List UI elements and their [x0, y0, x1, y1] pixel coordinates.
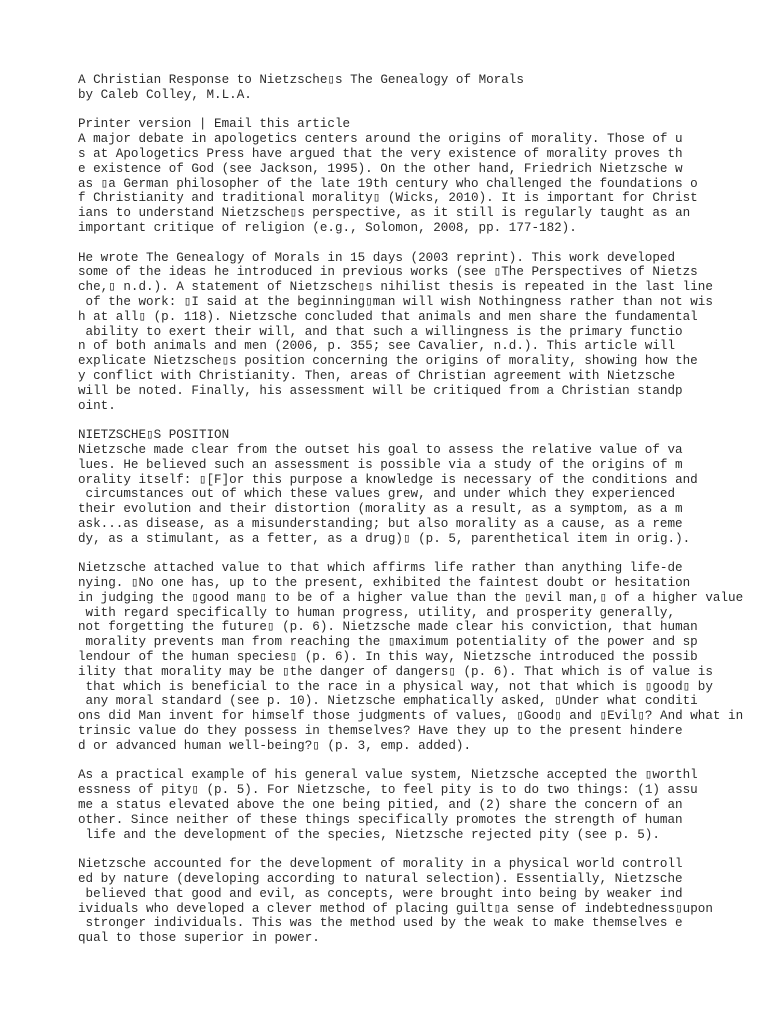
text-line: will be noted. Finally, his assessment will be critiqued from a Christian standp [78, 383, 683, 398]
spacer [78, 754, 758, 769]
text-line: f Christianity and traditional morality▯ (Wicks, 2010). It is important for Christ [78, 191, 698, 206]
text-line: not forgetting the future▯ (p. 6). Nietzsche made clear his conviction, that human [78, 620, 698, 635]
spacer [78, 842, 758, 857]
text-line: circumstances out of which these values grew, and under which they experienced [78, 487, 676, 502]
spacer [78, 103, 758, 118]
spacer [78, 547, 758, 562]
text-line: their evolution and their distortion (morality as a result, as a symptom, as a m [78, 502, 683, 517]
text-line: Nietzsche made clear from the outset his goal to assess the relative value of va [78, 442, 683, 457]
text-line: lues. He believed such an assessment is possible via a study of the origins of m [78, 457, 683, 472]
text-line: He wrote The Genealogy of Morals in 15 days (2003 reprint). This work developed [78, 250, 676, 265]
text-line: other. Since neither of these things specifically promotes the strength of human [78, 812, 683, 827]
text-line: as ▯a German philosopher of the late 19th century who challenged the foundations o [78, 176, 698, 191]
spacer [78, 236, 758, 251]
text-line: Nietzsche attached value to that which affirms life rather than anything life-de [78, 561, 683, 576]
text-line: lendour of the human species▯ (p. 6). In this way, Nietzsche introduced the possib [78, 650, 698, 665]
text-line: stronger individuals. This was the method used by the weak to make themselves e [78, 916, 683, 931]
article-document [78, 73, 758, 946]
text-line: qual to those superior in power. [78, 931, 320, 946]
text-line: believed that good and evil, as concepts, were brought into being by weaker ind [78, 886, 683, 901]
text-line: Nietzsche accounted for the development of morality in a physical world controll [78, 857, 683, 872]
paragraph-position [78, 428, 758, 546]
text-line: oint. [78, 398, 116, 413]
text-line: important critique of religion (e.g., Solomon, 2008, pp. 177-182). [78, 220, 577, 235]
article-title: A Christian Response to Nietzsche▯s The Genealogy of Morals [78, 73, 524, 87]
article-byline: by Caleb Colley, M.L.A. [78, 87, 252, 102]
text-line: dy, as a stimulant, as a fetter, as a drug)▯ (p. 5, parenthetical item in orig.). [78, 531, 691, 546]
text-line: orality itself: ▯[F]or this purpose a knowledge is necessary of the conditions and [78, 472, 698, 487]
text-line: che,▯ n.d.). A statement of Nietzsche▯s nihilist thesis is repeated in the last line [78, 280, 713, 295]
paragraph-pity [78, 768, 758, 842]
article-links[interactable]: Printer version | Email this article [78, 117, 351, 132]
text-line: y conflict with Christianity. Then, areas of Christian agreement with Nietzsche [78, 368, 676, 383]
text-line: morality prevents man from reaching the ▯maximum potentiality of the power and sp [78, 635, 698, 650]
text-line: ians to understand Nietzsche▯s perspective, as it still is regularly taught as an [78, 206, 691, 221]
text-line: trinsic value do they possess in themselves? Have they up to the present hindere [78, 724, 683, 739]
paragraph-intro [78, 132, 758, 236]
text-line: in judging the ▯good man▯ to be of a higher value than the ▯evil man,▯ of a higher value [78, 590, 744, 605]
text-line: some of the ideas he introduced in previous works (see ▯The Perspectives of Nietzs [78, 265, 698, 280]
text-line: that which is beneficial to the race in a physical way, not that which is ▯good▯ by [78, 679, 713, 694]
text-line: s at Apologetics Press have argued that the very existence of morality proves th [78, 146, 683, 161]
text-line: d or advanced human well-being?▯ (p. 3, emp. added). [78, 738, 472, 753]
text-line: e existence of God (see Jackson, 1995). On the other hand, Friedrich Nietzsche w [78, 161, 683, 176]
text-line: ividuals who developed a clever method of placing guilt▯a sense of indebtedness▯upon [78, 901, 713, 916]
text-line: ability to exert their will, and that such a willingness is the primary functio [78, 324, 683, 339]
paragraph-value [78, 561, 758, 753]
text-line: n of both animals and men (2006, p. 355; see Cavalier, n.d.). This article will [78, 339, 676, 354]
section-heading: NIETZSCHE▯S POSITION [78, 428, 230, 443]
text-line: ility that morality may be ▯the danger of dangers▯ (p. 6). That which is of value is [78, 664, 713, 679]
paragraph-development [78, 857, 758, 946]
text-line: ons did Man invent for himself those judgments of values, ▯Good▯ and ▯Evil▯? And what in [78, 709, 744, 724]
text-line: ask...as disease, as a misunderstanding; but also morality as a cause, as a reme [78, 516, 683, 531]
text-line: explicate Nietzsche▯s position concerning the origins of morality, showing how the [78, 354, 698, 369]
text-line: A major debate in apologetics centers around the origins of morality. Those of u [78, 132, 683, 147]
text-line: As a practical example of his general value system, Nietzsche accepted the ▯worthl [78, 768, 698, 783]
paragraph-genealogy [78, 251, 758, 414]
text-line: of the work: ▯I said at the beginning▯man will wish Nothingness rather than not wis [78, 294, 713, 309]
text-line: nying. ▯No one has, up to the present, exhibited the faintest doubt or hesitation [78, 576, 691, 591]
text-line: me a status elevated above the one being pitied, and (2) share the concern of an [78, 798, 683, 813]
text-line: essness of pity▯ (p. 5). For Nietzsche, to feel pity is to do two things: (1) assu [78, 783, 698, 798]
spacer [78, 413, 758, 428]
text-line: ed by nature (developing according to natural selection). Essentially, Nietzsche [78, 872, 683, 887]
text-line: life and the development of the species, Nietzsche rejected pity (see p. 5). [78, 827, 660, 842]
text-line: any moral standard (see p. 10). Nietzsche emphatically asked, ▯Under what conditi [78, 694, 698, 709]
text-line: h at all▯ (p. 118). Nietzsche concluded that animals and men share the fundamental [78, 309, 698, 324]
text-line: with regard specifically to human progress, utility, and prosperity generally, [78, 605, 676, 620]
